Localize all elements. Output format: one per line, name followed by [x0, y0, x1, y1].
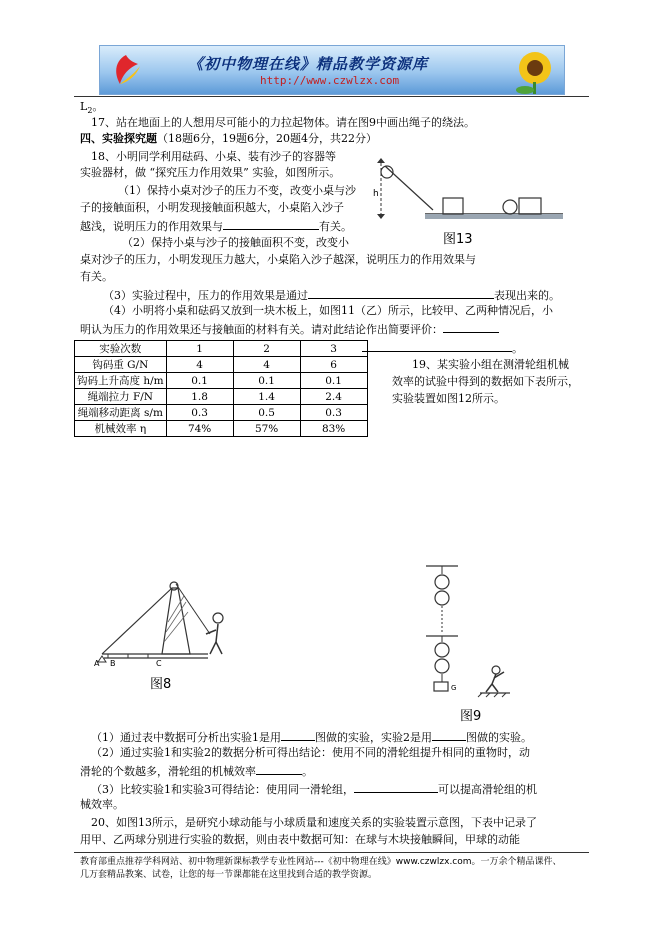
table-row [75, 389, 368, 405]
fig8-caption: 图8 [150, 677, 172, 692]
q18-line-6: （2）保持小桌与沙子的接触面积不变，改变小 [122, 236, 349, 249]
table-row [75, 405, 368, 421]
table-cell: 57% [233, 421, 300, 437]
q19-sub-3: （3）比较实验1和实验3可得结论：使用同一滑轮组， 可以提高滑轮组的机 [91, 783, 537, 796]
table-row [75, 421, 368, 437]
banner-title: 《初中物理在线》精品教学资源库 [188, 55, 429, 73]
fig9-weight-label: G [451, 684, 457, 692]
fig8-label-c: C [156, 659, 162, 668]
table-header: 2 [233, 341, 300, 357]
table-cell: 4 [166, 357, 233, 373]
answer-blank[interactable] [354, 781, 438, 793]
q18-line-9: （3）实验过程中，压力的作用效果是通过 表现出来的。 [103, 289, 560, 302]
footer-rule [74, 852, 589, 853]
table-cell: 1.4 [233, 389, 300, 405]
q18-line-2: 实验器材，做 “探究压力作用效果” 实验，如图所示。 [80, 166, 341, 179]
table-header: 3 [300, 341, 367, 357]
table-cell: 0.1 [300, 373, 367, 389]
table-cell: 74% [166, 421, 233, 437]
answer-blank[interactable] [432, 729, 466, 741]
sunflower-icon [495, 46, 564, 94]
table-cell: 1.8 [166, 389, 233, 405]
fig9-caption: 图9 [460, 709, 482, 722]
table-row [75, 357, 368, 373]
table-cell: 0.1 [166, 373, 233, 389]
answer-blank[interactable] [308, 287, 494, 299]
q20-line-2: 用甲、乙两球分别进行实验的数据，则由表中数据可知：在球与木块接触瞬间，甲球的动能 [80, 833, 520, 846]
q18-line-12: 。 [362, 340, 523, 356]
fig13-h-label: h [373, 189, 379, 199]
q18-line-10: （4）小明将小桌和砝码又放到一块木板上，如图11（乙）所示，比较甲、乙两种情况后，小 [103, 304, 553, 317]
q19-line-1: 19、某实验小组在测滑轮组机械 [412, 358, 569, 371]
banner-url[interactable]: http://www.czwlzx.com [260, 74, 400, 87]
pulley-data-table [74, 340, 368, 437]
q18-line-8: 有关。 [80, 270, 113, 283]
header-banner [99, 45, 565, 95]
line-l2: $L_2$。 [80, 100, 104, 116]
table-cell: 机械效率 η [75, 421, 167, 437]
figure-13 [373, 158, 569, 248]
table-cell: 4 [233, 357, 300, 373]
section-4-heading: 四、实验探究题（18题6分，19题6分，20题4分，共22分） [80, 132, 377, 145]
table-cell: 6 [300, 357, 367, 373]
table-header: 1 [166, 341, 233, 357]
q18-line-5: 越浅，说明压力的作用效果与 有关。 [80, 220, 352, 233]
table-cell: 83% [300, 421, 367, 437]
q19-sub-3-cont: 械效率。 [80, 798, 124, 811]
answer-blank[interactable] [281, 729, 315, 741]
q19-line-3: 实验装置如图12所示。 [392, 392, 505, 405]
table-cell: 钩码上升高度 h/m [75, 373, 167, 389]
table-header: 实验次数 [75, 341, 167, 357]
fig8-label-a: A [94, 659, 100, 668]
q18-line-7: 桌对沙子的压力，小明发现压力越大，小桌陷入沙子越深，说明压力的作用效果与 [80, 253, 476, 266]
table-cell: 0.5 [233, 405, 300, 421]
footer-line-2: 几万套精品教案、试卷，让您的每一节课都能在这里找到合适的教学资源。 [80, 870, 378, 880]
answer-blank[interactable] [223, 218, 319, 230]
q20-line-1: 20、如图13所示，是研究小球动能与小球质量和速度关系的实验装置示意图，下表中记录了 [91, 816, 537, 829]
q19-sub-2: （2）通过实验1和实验2的数据分析可得出结论：使用不同的滑轮组提升相同的重物时，动 [91, 746, 530, 759]
header-rule [74, 96, 589, 97]
q18-line-11: 明认为压力的作用效果还与接触面的材料有关。请对此结论作出简要评价： [80, 321, 499, 337]
table-cell: 0.3 [166, 405, 233, 421]
table-cell: 0.1 [233, 373, 300, 389]
figure-9 [418, 562, 528, 722]
q19-sub-1: （1）通过表中数据可分析出实验1是用 图做的实验，实验2是用 图做的实验。 [91, 731, 532, 744]
figure-8 [92, 572, 252, 692]
question-17: 17、站在地面上的人想用尽可能小的力拉起物体。请在图9中画出绳子的绕法。 [91, 116, 475, 129]
fig8-label-b: B [110, 659, 116, 668]
table-cell: 钩码重 G/N [75, 357, 167, 373]
footer-line-1: 教育部重点推荐学科网站、初中物理新课标教学专业性网站---《初中物理在线》www.czwlzx.com。一万余个精品课件、 [80, 857, 562, 867]
table-cell: 0.3 [300, 405, 367, 421]
q19-sub-2-cont: 滑轮的个数越多，滑轮组的机械效率 。 [80, 765, 313, 778]
table-cell: 绳端移动距离 s/m [75, 405, 167, 421]
answer-blank[interactable] [443, 321, 499, 333]
q18-line-4: 子的接触面积，小明发现接触面积越大，小桌陷入沙子 [80, 201, 344, 214]
table-row [75, 341, 368, 357]
table-row [75, 373, 368, 389]
logo-icon [108, 52, 144, 88]
table-cell: 2.4 [300, 389, 367, 405]
q18-line-1: 18、小明同学利用砝码、小桌、装有沙子的容器等 [91, 150, 336, 163]
fig13-caption: 图13 [443, 232, 473, 247]
q19-line-2: 效率的试验中得到的数据如下表所示， [392, 375, 579, 388]
table-cell: 绳端拉力 F/N [75, 389, 167, 405]
answer-blank[interactable] [256, 763, 302, 775]
q18-line-3: （1）保持小桌对沙子的压力不变，改变小桌与沙 [118, 184, 356, 197]
answer-blank[interactable] [362, 340, 512, 352]
